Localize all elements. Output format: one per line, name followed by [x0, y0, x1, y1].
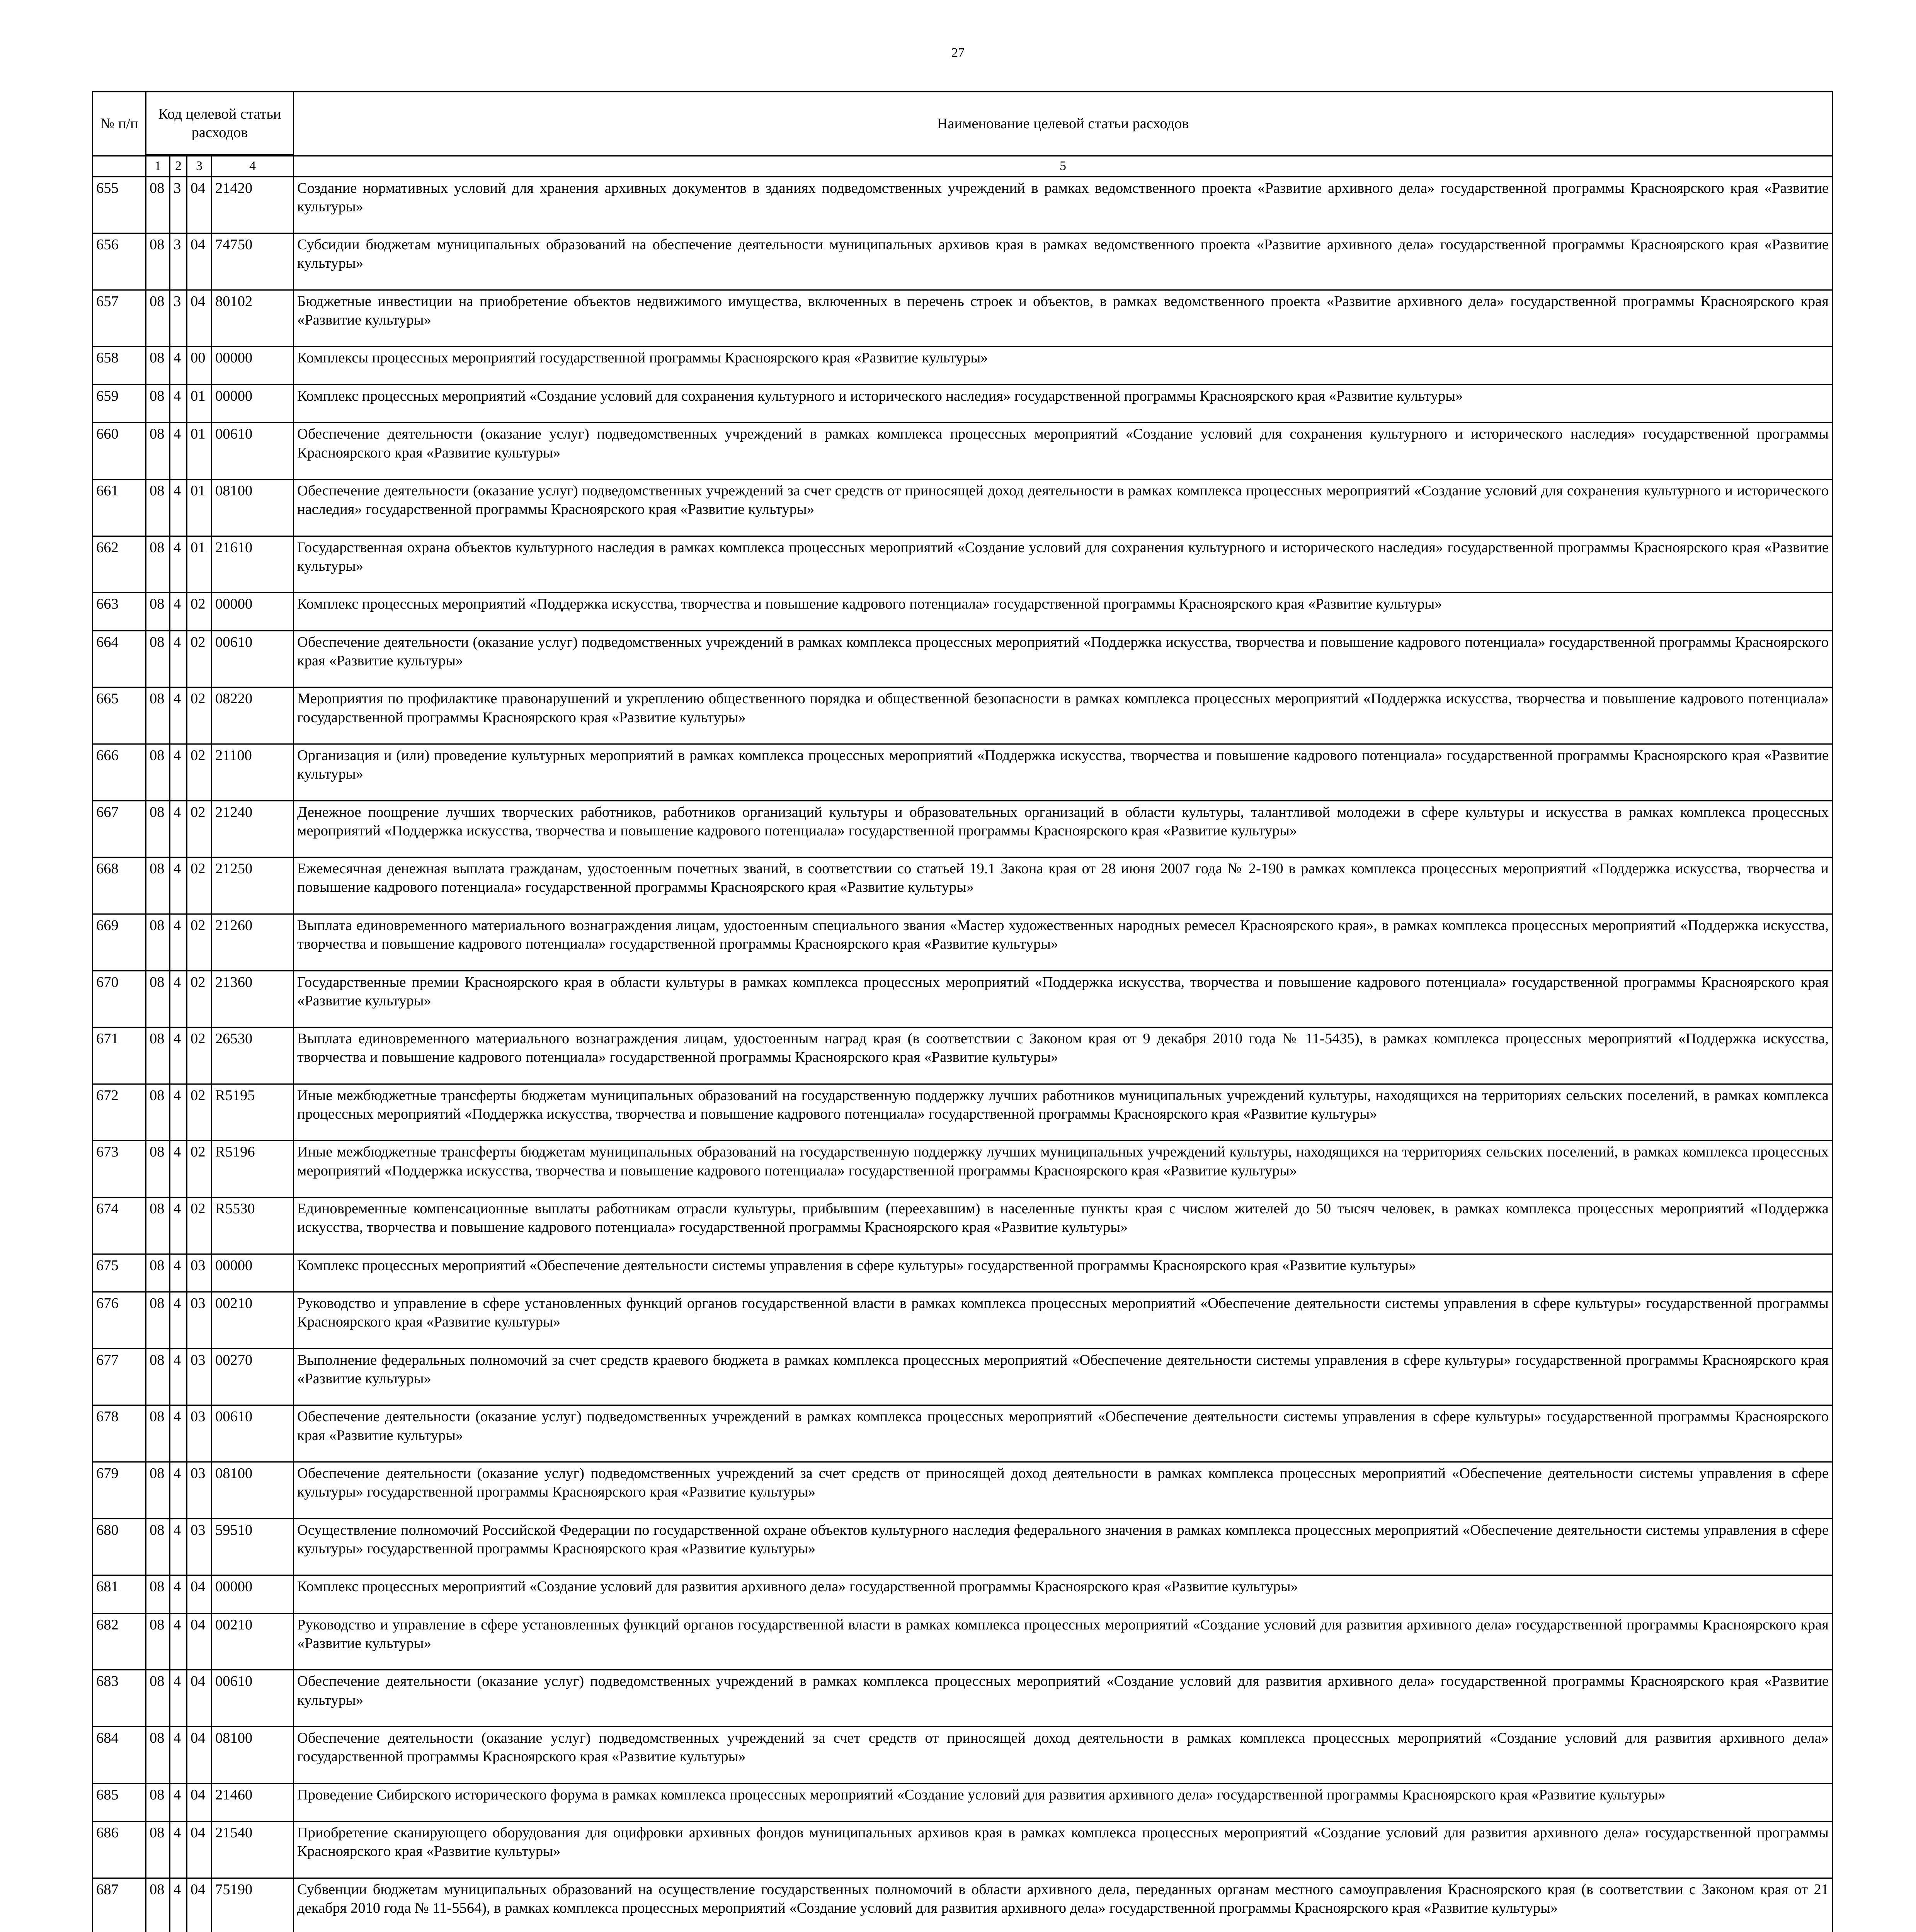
- row-name: Государственная охрана объектов культурного наследия в рамках комплекса процессных мероприятий «Создание условий для сохранения культурного и исторического наследия» государственной программы Красноярского края «Развитие культуры»: [294, 536, 1833, 593]
- row-number: 673: [93, 1141, 146, 1197]
- row-name: Обеспечение деятельности (оказание услуг) подведомственных учреждений за счет средств от приносящей доход деятельности в рамках комплекса процессных мероприятий «Создание условий для сохранения культурного и исторического наследия» государственной программы Красноярского края «Развитие культуры»: [294, 480, 1833, 536]
- code-subprogram: 4: [170, 1349, 187, 1405]
- code-subprogram: 4: [170, 480, 187, 536]
- row-name: Выполнение федеральных полномочий за счет средств краевого бюджета в рамках комплекса процессных мероприятий «Обеспечение деятельности системы управления в сфере культуры» государственной программы Красноярского края «Развитие культуры»: [294, 1349, 1833, 1405]
- code-program: 08: [146, 1027, 170, 1084]
- code-program: 08: [146, 1519, 170, 1575]
- row-name: Приобретение сканирующего оборудования для оцифровки архивных фондов муниципальных архивов края в рамках комплекса процессных мероприятий «Создание условий для развития архивного дела» государственной программы Красноярского края «Развитие культуры»: [294, 1821, 1833, 1878]
- row-number: 665: [93, 687, 146, 744]
- table-row: [93, 1349, 1833, 1405]
- code-program: 08: [146, 347, 170, 385]
- code-direction: 00210: [212, 1292, 294, 1349]
- code-program: 08: [146, 1141, 170, 1197]
- table-row: [93, 1027, 1833, 1084]
- col-number: 1: [146, 156, 170, 177]
- row-name: Выплата единовременного материального вознаграждения лицам, удостоенным специального звания «Мастер художественных народных ремесел Красноярского края», в рамках комплекса процессных мероприятий «Поддержка искусства, творчества и повышение кадрового потенциала» государственной программы Красноярского края «Развитие культуры»: [294, 914, 1833, 971]
- row-number: 674: [93, 1197, 146, 1254]
- row-name: Комплексы процессных мероприятий государственной программы Красноярского края «Развитие культуры»: [294, 347, 1833, 385]
- code-event: 04: [187, 1783, 212, 1821]
- code-program: 08: [146, 1254, 170, 1292]
- table-row: [93, 687, 1833, 744]
- row-number: 671: [93, 1027, 146, 1084]
- code-event: 04: [187, 290, 212, 347]
- code-subprogram: 4: [170, 914, 187, 971]
- code-event: 01: [187, 480, 212, 536]
- target-articles-table: [92, 91, 1833, 1932]
- row-name: Комплекс процессных мероприятий «Создание условий для сохранения культурного и исторического наследия» государственной программы Красноярского края «Развитие культуры»: [294, 384, 1833, 423]
- table-row: [93, 1292, 1833, 1349]
- code-event: 04: [187, 1821, 212, 1878]
- row-name: Организация и (или) проведение культурных мероприятий в рамках комплекса процессных мероприятий «Поддержка искусства, творчества и повышение кадрового потенциала» государственной программы Красноярского края «Развитие культуры»: [294, 744, 1833, 801]
- code-direction: 80102: [212, 290, 294, 347]
- row-name: Создание нормативных условий для хранения архивных документов в зданиях подведомственных учреждений в рамках ведомственного проекта «Развитие архивного дела» государственной программы Красноярского края «Развитие культуры»: [294, 177, 1833, 233]
- code-direction: R5196: [212, 1141, 294, 1197]
- code-direction: 00000: [212, 384, 294, 423]
- code-subprogram: 4: [170, 1292, 187, 1349]
- code-event: 02: [187, 857, 212, 914]
- row-name: Мероприятия по профилактике правонарушений и укреплению общественного порядка и общественной безопасности в рамках комплекса процессных мероприятий «Поддержка искусства, творчества и повышение кадрового потенциала» государственной программы Красноярского края «Развитие культуры»: [294, 687, 1833, 744]
- code-subprogram: 4: [170, 384, 187, 423]
- table-row: [93, 1254, 1833, 1292]
- code-program: 08: [146, 384, 170, 423]
- code-direction: 21360: [212, 971, 294, 1027]
- table-row: [93, 914, 1833, 971]
- code-event: 04: [187, 1727, 212, 1784]
- table-row: [93, 290, 1833, 347]
- row-number: 657: [93, 290, 146, 347]
- code-subprogram: 4: [170, 423, 187, 480]
- row-name: Обеспечение деятельности (оказание услуг) подведомственных учреждений в рамках комплекса процессных мероприятий «Обеспечение деятельности системы управления в сфере культуры» государственной программы Красноярского края «Развитие культуры»: [294, 1405, 1833, 1462]
- code-program: 08: [146, 1575, 170, 1614]
- row-number: 685: [93, 1783, 146, 1821]
- code-event: 03: [187, 1405, 212, 1462]
- header-code: Код целевой статьи расходов: [146, 92, 294, 155]
- table-row: [93, 631, 1833, 687]
- code-subprogram: 4: [170, 801, 187, 857]
- row-name: Субвенции бюджетам муниципальных образований на осуществление государственных полномочий в области архивного дела, переданных органам местного самоуправления Красноярского края (в соответствии с Законом края от 21 декабря 2010 года № 11-5564), в рамках комплекса процессных мероприятий «Создание условий для развития архивного дела» государственной программы Красноярского края «Развитие культуры»: [294, 1878, 1833, 1932]
- code-subprogram: 4: [170, 1027, 187, 1084]
- code-event: 02: [187, 914, 212, 971]
- row-name: Выплата единовременного материального вознаграждения лицам, удостоенным наград края (в соответствии с Законом края от 9 декабря 2010 года № 11-5435), в рамках комплекса процессных мероприятий «Поддержка искусства, творчества и повышение кадрового потенциала» государственной программы Красноярского края «Развитие культуры»: [294, 1027, 1833, 1084]
- code-direction: 21610: [212, 536, 294, 593]
- table-row: [93, 1878, 1833, 1932]
- row-number: 675: [93, 1254, 146, 1292]
- table-row: [93, 480, 1833, 536]
- code-direction: 00000: [212, 347, 294, 385]
- table-row: [93, 971, 1833, 1027]
- code-direction: 00610: [212, 1670, 294, 1727]
- code-subprogram: 3: [170, 290, 187, 347]
- code-program: 08: [146, 914, 170, 971]
- table-row: [93, 1141, 1833, 1197]
- code-direction: 26530: [212, 1027, 294, 1084]
- table-row: [93, 1197, 1833, 1254]
- code-direction: 21240: [212, 801, 294, 857]
- table-row: [93, 177, 1833, 233]
- row-number: 660: [93, 423, 146, 480]
- code-event: 04: [187, 1575, 212, 1614]
- code-event: 04: [187, 1613, 212, 1670]
- code-program: 08: [146, 857, 170, 914]
- row-number: 658: [93, 347, 146, 385]
- code-direction: 08100: [212, 1462, 294, 1519]
- row-number: 655: [93, 177, 146, 233]
- table-row: [93, 801, 1833, 857]
- col-number: 2: [170, 156, 187, 177]
- code-program: 08: [146, 423, 170, 480]
- row-number: 667: [93, 801, 146, 857]
- code-event: 02: [187, 1197, 212, 1254]
- code-event: 02: [187, 1141, 212, 1197]
- table-row: [93, 347, 1833, 385]
- code-event: 00: [187, 347, 212, 385]
- col-number: 4: [212, 156, 294, 177]
- code-subprogram: 4: [170, 1462, 187, 1519]
- code-direction: 75190: [212, 1878, 294, 1932]
- row-name: Обеспечение деятельности (оказание услуг) подведомственных учреждений за счет средств от приносящей доход деятельности в рамках комплекса процессных мероприятий «Создание условий для развития архивного дела» государственной программы Красноярского края «Развитие культуры»: [294, 1727, 1833, 1784]
- col-number: [93, 156, 146, 177]
- code-event: 02: [187, 971, 212, 1027]
- code-subprogram: 4: [170, 1084, 187, 1141]
- row-number: 687: [93, 1878, 146, 1932]
- row-number: 681: [93, 1575, 146, 1614]
- code-subprogram: 4: [170, 687, 187, 744]
- table-row: [93, 744, 1833, 801]
- code-direction: 00610: [212, 423, 294, 480]
- row-name: Иные межбюджетные трансферты бюджетам муниципальных образований на государственную поддержку лучших работников муниципальных учреждений культуры, находящихся на территориях сельских поселений, в рамках комплекса процессных мероприятий «Поддержка искусства, творчества и повышение кадрового потенциала» государственной программы Красноярского края «Развитие культуры»: [294, 1084, 1833, 1141]
- code-event: 04: [187, 177, 212, 233]
- code-program: 08: [146, 1197, 170, 1254]
- code-direction: R5195: [212, 1084, 294, 1141]
- row-name: Обеспечение деятельности (оказание услуг) подведомственных учреждений за счет средств от приносящей доход деятельности в рамках комплекса процессных мероприятий «Обеспечение деятельности системы управления в сфере культуры» государственной программы Красноярского края «Развитие культуры»: [294, 1462, 1833, 1519]
- row-name: Единовременные компенсационные выплаты работникам отрасли культуры, прибывшим (переехавшим) в населенные пункты края с числом жителей до 50 тысяч человек, в рамках комплекса процессных мероприятий «Поддержка искусства, творчества и повышение кадрового потенциала» государственной программы Красноярского края «Развитие культуры»: [294, 1197, 1833, 1254]
- row-name: Государственные премии Красноярского края в области культуры в рамках комплекса процессных мероприятий «Поддержка искусства, творчества и повышение кадрового потенциала» государственной программы Красноярского края «Развитие культуры»: [294, 971, 1833, 1027]
- code-direction: 00210: [212, 1613, 294, 1670]
- code-program: 08: [146, 480, 170, 536]
- row-name: Руководство и управление в сфере установленных функций органов государственной власти в рамках комплекса процессных мероприятий «Создание условий для развития архивного дела» государственной программы Красноярского края «Развитие культуры»: [294, 1613, 1833, 1670]
- code-subprogram: 4: [170, 1254, 187, 1292]
- row-name: Обеспечение деятельности (оказание услуг) подведомственных учреждений в рамках комплекса процессных мероприятий «Создание условий для сохранения культурного и исторического наследия» государственной программы Красноярского края «Развитие культуры»: [294, 423, 1833, 480]
- code-subprogram: 4: [170, 1878, 187, 1932]
- code-subprogram: 4: [170, 1405, 187, 1462]
- code-direction: 08100: [212, 480, 294, 536]
- table-row: [93, 857, 1833, 914]
- row-number: 683: [93, 1670, 146, 1727]
- code-direction: 00270: [212, 1349, 294, 1405]
- column-number-row: [93, 156, 1833, 177]
- code-event: 03: [187, 1254, 212, 1292]
- table-row: [93, 1519, 1833, 1575]
- code-program: 08: [146, 1783, 170, 1821]
- table-row: [93, 1670, 1833, 1727]
- row-number: 679: [93, 1462, 146, 1519]
- code-subprogram: 4: [170, 971, 187, 1027]
- code-direction: R5530: [212, 1197, 294, 1254]
- code-direction: 21250: [212, 857, 294, 914]
- code-subprogram: 4: [170, 857, 187, 914]
- code-program: 08: [146, 1727, 170, 1784]
- code-direction: 21100: [212, 744, 294, 801]
- code-program: 08: [146, 1462, 170, 1519]
- code-event: 04: [187, 233, 212, 290]
- table-row: [93, 593, 1833, 631]
- code-subprogram: 4: [170, 1141, 187, 1197]
- page-number: 27: [951, 46, 965, 60]
- code-direction: 08100: [212, 1727, 294, 1784]
- code-subprogram: 4: [170, 1783, 187, 1821]
- row-number: 666: [93, 744, 146, 801]
- code-program: 08: [146, 744, 170, 801]
- code-direction: 00000: [212, 1254, 294, 1292]
- row-name: Обеспечение деятельности (оказание услуг) подведомственных учреждений в рамках комплекса процессных мероприятий «Создание условий для развития архивного дела» государственной программы Красноярского края «Развитие культуры»: [294, 1670, 1833, 1727]
- code-event: 02: [187, 744, 212, 801]
- code-event: 03: [187, 1292, 212, 1349]
- code-event: 01: [187, 384, 212, 423]
- code-subprogram: 4: [170, 1613, 187, 1670]
- code-direction: 21420: [212, 177, 294, 233]
- row-number: 686: [93, 1821, 146, 1878]
- code-direction: 00000: [212, 1575, 294, 1614]
- code-subprogram: 4: [170, 1727, 187, 1784]
- code-direction: 08220: [212, 687, 294, 744]
- code-program: 08: [146, 687, 170, 744]
- table-row: [93, 384, 1833, 423]
- code-program: 08: [146, 1405, 170, 1462]
- row-number: 664: [93, 631, 146, 687]
- code-direction: 21540: [212, 1821, 294, 1878]
- row-name: Комплекс процессных мероприятий «Создание условий для развития архивного дела» государственной программы Красноярского края «Развитие культуры»: [294, 1575, 1833, 1614]
- table-row: [93, 1613, 1833, 1670]
- code-subprogram: 4: [170, 631, 187, 687]
- code-direction: 21260: [212, 914, 294, 971]
- row-number: 668: [93, 857, 146, 914]
- code-subprogram: 4: [170, 593, 187, 631]
- code-subprogram: 4: [170, 1670, 187, 1727]
- code-direction: 00000: [212, 593, 294, 631]
- code-subprogram: 4: [170, 536, 187, 593]
- code-subprogram: 4: [170, 1197, 187, 1254]
- row-number: 669: [93, 914, 146, 971]
- row-number: 663: [93, 593, 146, 631]
- code-event: 01: [187, 423, 212, 480]
- code-direction: 59510: [212, 1519, 294, 1575]
- row-number: 677: [93, 1349, 146, 1405]
- code-subprogram: 4: [170, 744, 187, 801]
- table-row: [93, 1821, 1833, 1878]
- code-program: 08: [146, 1821, 170, 1878]
- row-number: 684: [93, 1727, 146, 1784]
- code-program: 08: [146, 1670, 170, 1727]
- table-row: [93, 1727, 1833, 1784]
- code-subprogram: 4: [170, 1821, 187, 1878]
- table-row: [93, 1405, 1833, 1462]
- code-event: 04: [187, 1878, 212, 1932]
- row-number: 682: [93, 1613, 146, 1670]
- col-number: 5: [294, 156, 1833, 177]
- code-subprogram: 3: [170, 177, 187, 233]
- table-row: [93, 1084, 1833, 1141]
- header-name: Наименование целевой статьи расходов: [294, 92, 1833, 156]
- code-program: 08: [146, 1292, 170, 1349]
- header-num: № п/п: [93, 92, 146, 156]
- row-name: Бюджетные инвестиции на приобретение объектов недвижимого имущества, включенных в перечень строек и объектов, в рамках ведомственного проекта «Развитие архивного дела» государственной программы Красноярского края «Развитие культуры»: [294, 290, 1833, 347]
- table-row: [93, 233, 1833, 290]
- code-program: 08: [146, 1349, 170, 1405]
- code-program: 08: [146, 593, 170, 631]
- row-name: Иные межбюджетные трансферты бюджетам муниципальных образований на государственную поддержку лучших муниципальных учреждений культуры, находящихся на территориях сельских поселений, в рамках комплекса процессных мероприятий «Поддержка искусства, творчества и повышение кадрового потенциала» государственной программы Красноярского края «Развитие культуры»: [294, 1141, 1833, 1197]
- row-number: 661: [93, 480, 146, 536]
- row-number: 678: [93, 1405, 146, 1462]
- code-program: 08: [146, 290, 170, 347]
- code-program: 08: [146, 1613, 170, 1670]
- code-program: 08: [146, 233, 170, 290]
- row-name: Руководство и управление в сфере установленных функций органов государственной власти в рамках комплекса процессных мероприятий «Обеспечение деятельности системы управления в сфере культуры» государственной программы Красноярского края «Развитие культуры»: [294, 1292, 1833, 1349]
- code-subprogram: 3: [170, 233, 187, 290]
- row-number: 659: [93, 384, 146, 423]
- code-event: 02: [187, 1084, 212, 1141]
- code-direction: 21460: [212, 1783, 294, 1821]
- row-name: Субсидии бюджетам муниципальных образований на обеспечение деятельности муниципальных архивов края в рамках ведомственного проекта «Развитие архивного дела» государственной программы Красноярского края «Развитие культуры»: [294, 233, 1833, 290]
- row-number: 670: [93, 971, 146, 1027]
- table-row: [93, 1575, 1833, 1614]
- code-program: 08: [146, 631, 170, 687]
- code-subprogram: 4: [170, 1519, 187, 1575]
- row-number: 672: [93, 1084, 146, 1141]
- row-name: Ежемесячная денежная выплата гражданам, удостоенным почетных званий, в соответствии со статьей 19.1 Закона края от 28 июня 2007 года № 2-190 в рамках комплекса процессных мероприятий «Поддержка искусства, творчества и повышение кадрового потенциала» государственной программы Красноярского края «Развитие культуры»: [294, 857, 1833, 914]
- table-row: [93, 1783, 1833, 1821]
- code-event: 02: [187, 1027, 212, 1084]
- row-number: 656: [93, 233, 146, 290]
- row-name: Денежное поощрение лучших творческих работников, работников организаций культуры и образовательных организаций в области культуры, талантливой молодежи в сфере культуры и искусства в рамках комплекса процессных мероприятий «Поддержка искусства, творчества и повышение кадрового потенциала» государственной программы Красноярского края «Развитие культуры»: [294, 801, 1833, 857]
- row-number: 680: [93, 1519, 146, 1575]
- code-program: 08: [146, 1084, 170, 1141]
- code-event: 02: [187, 801, 212, 857]
- code-subprogram: 4: [170, 1575, 187, 1614]
- row-number: 676: [93, 1292, 146, 1349]
- table-row: [93, 1462, 1833, 1519]
- code-event: 02: [187, 687, 212, 744]
- code-event: 03: [187, 1349, 212, 1405]
- row-name: Проведение Сибирского исторического форума в рамках комплекса процессных мероприятий «Создание условий для развития архивного дела» государственной программы Красноярского края «Развитие культуры»: [294, 1783, 1833, 1821]
- table-row: [93, 423, 1833, 480]
- code-program: 08: [146, 536, 170, 593]
- code-event: 04: [187, 1670, 212, 1727]
- col-number: 3: [187, 156, 212, 177]
- table-body: [93, 177, 1833, 1932]
- code-event: 03: [187, 1462, 212, 1519]
- code-direction: 74750: [212, 233, 294, 290]
- header-row: [93, 92, 1833, 155]
- row-name: Комплекс процессных мероприятий «Обеспечение деятельности системы управления в сфере культуры» государственной программы Красноярского края «Развитие культуры»: [294, 1254, 1833, 1292]
- row-name: Обеспечение деятельности (оказание услуг) подведомственных учреждений в рамках комплекса процессных мероприятий «Поддержка искусства, творчества и повышение кадрового потенциала» государственной программы Красноярского края «Развитие культуры»: [294, 631, 1833, 687]
- code-direction: 00610: [212, 1405, 294, 1462]
- code-program: 08: [146, 801, 170, 857]
- code-program: 08: [146, 1878, 170, 1932]
- row-name: Комплекс процессных мероприятий «Поддержка искусства, творчества и повышение кадрового потенциала» государственной программы Красноярского края «Развитие культуры»: [294, 593, 1833, 631]
- code-program: 08: [146, 971, 170, 1027]
- row-name: Осуществление полномочий Российской Федерации по государственной охране объектов культурного наследия федерального значения в рамках комплекса процессных мероприятий «Обеспечение деятельности системы управления в сфере культуры» государственной программы Красноярского края «Развитие культуры»: [294, 1519, 1833, 1575]
- code-event: 01: [187, 536, 212, 593]
- code-program: 08: [146, 177, 170, 233]
- code-event: 02: [187, 593, 212, 631]
- code-event: 02: [187, 631, 212, 687]
- row-number: 662: [93, 536, 146, 593]
- table-row: [93, 536, 1833, 593]
- code-direction: 00610: [212, 631, 294, 687]
- code-event: 03: [187, 1519, 212, 1575]
- code-subprogram: 4: [170, 347, 187, 385]
